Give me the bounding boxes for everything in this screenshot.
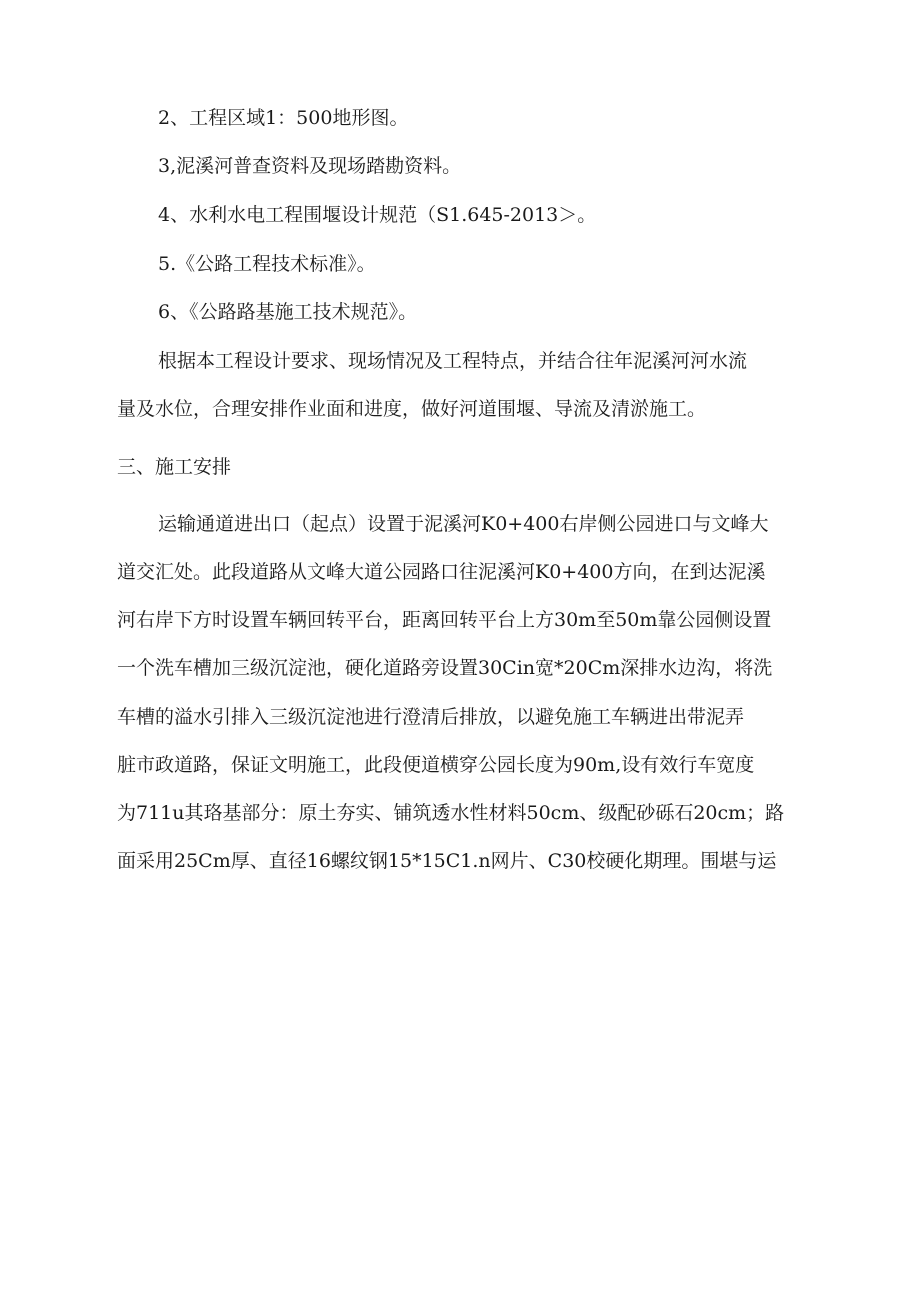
reference-item-6: 6、《公路路基施工技术规范》。 bbox=[158, 301, 418, 323]
reference-item-2: 2、工程区域1：500地形图。 bbox=[158, 107, 409, 129]
paragraph-2-line-3: 河右岸下方时设置车辆回转平台，距离回转平台上方30m至50m靠公园侧设置 bbox=[117, 609, 772, 631]
paragraph-1-line-2: 量及水位，合理安排作业面和进度，做好河道围堰、导流及清淤施工。 bbox=[117, 398, 707, 420]
paragraph-2-line-8: 面采用25Cm厚、直径16螺纹钢15*15C1.n网片、C30校硬化期理。围堪与运 bbox=[117, 850, 777, 872]
paragraph-2-line-4: 一个洗车槽加三级沉淀池，硬化道路旁设置30Cin宽*20Cm深排水边沟，将洗 bbox=[117, 657, 773, 679]
paragraph-1-line-1: 根据本工程设计要求、现场情况及工程特点，并结合往年泥溪河河水流 bbox=[158, 350, 748, 372]
paragraph-2-line-7: 为711u其珞基部分：原土夯实、铺筑透水性材料50cm、级配砂砾石20cm；路 bbox=[117, 802, 785, 824]
paragraph-2-line-6: 脏市政道路，保证文明施工，此段便道横穿公园长度为90m,设有效行车宽度 bbox=[117, 754, 755, 776]
section-heading: 三、施工安排 bbox=[117, 456, 232, 478]
paragraph-2-line-2: 道交汇处。此段道路从文峰大道公园路口往泥溪河K0+400方向，在到达泥溪 bbox=[117, 561, 766, 583]
reference-item-3: 3,泥溪河普查资料及现场踏勘资料。 bbox=[158, 155, 462, 177]
reference-item-4: 4、水利水电工程围堰设计规范（S1.645-2013＞。 bbox=[158, 204, 597, 226]
paragraph-2-line-5: 车槽的溢水引排入三级沉淀池进行澄清后排放，以避免施工车辆进出带泥弄 bbox=[117, 706, 745, 728]
reference-item-5: 5.《公路工程技术标准》。 bbox=[158, 253, 376, 275]
paragraph-2-line-1: 运输通道进出口（起点）设置于泥溪河K0+400右岸侧公园进口与文峰大 bbox=[158, 513, 769, 535]
